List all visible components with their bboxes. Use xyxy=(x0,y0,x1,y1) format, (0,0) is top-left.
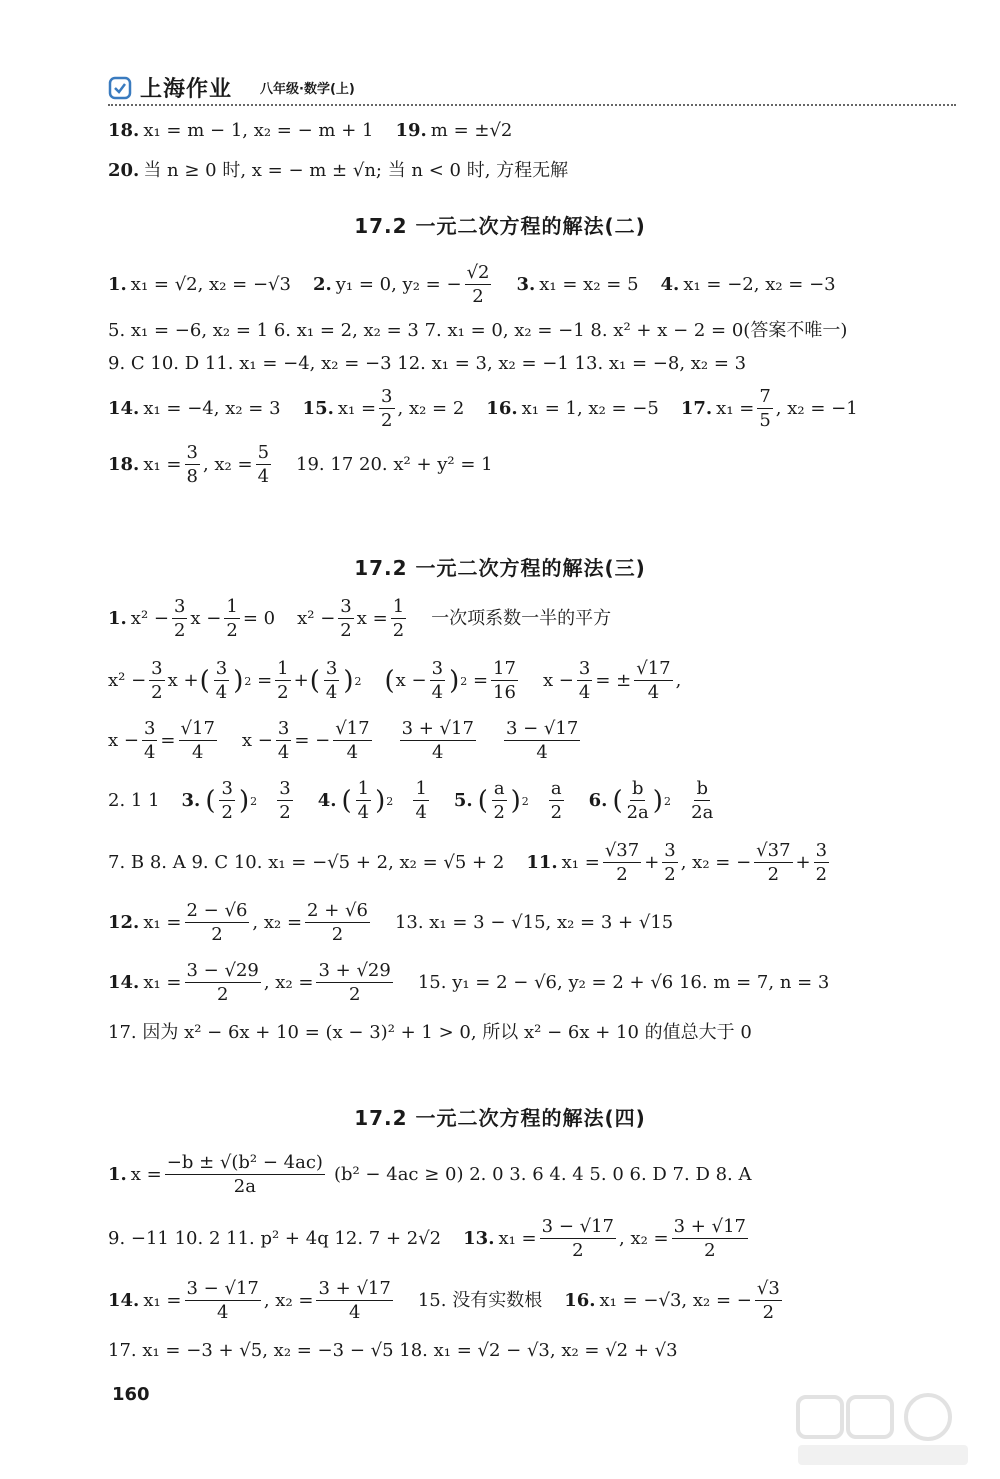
item-number: 20. xyxy=(108,160,140,181)
answer-line-20 xyxy=(108,162,568,180)
item-number: 19. xyxy=(395,120,427,141)
s3-row-2: x² − $\frac{3}{2}$ x + ( $\frac{3}{4}$ ) 2 = $\frac{1}{2}$ + ( $\frac{3}{4}$ ) 2 ( x − $\frac{3}{4}$ ) 2 = $\frac{17}{16}$ x − $\frac{3}{4}$ = ± $\frac{√17}{4}$ , xyxy=(108,658,682,703)
answer-line-18-19 xyxy=(108,122,512,140)
s3-row-7: 14. x₁ = $\frac{3 - √29}{2}$ , x₂ = $\frac{3 + √29}{2}$ 15. y₁ = 2 − √6, y₂ = 2 + √6 16. m = 7, n = 3 xyxy=(108,960,830,1005)
logo-icon xyxy=(108,76,132,100)
answer-text: 当 n ≥ 0 时, x = − m ± √n; 当 n < 0 时, 方程无解 xyxy=(143,160,569,181)
s4-row-4: 17. x₁ = −3 + √5, x₂ = −3 − √5 18. x₁ = √2 − √3, x₂ = √2 + √3 xyxy=(108,1340,678,1361)
method-note: 一次项系数一半的平方 xyxy=(431,608,612,629)
answer-text: m = ±√2 xyxy=(430,120,513,141)
section-title-4: 17.2 一元二次方程的解法(四) xyxy=(354,1106,646,1130)
s2-row-5-tail: 19. 17 20. x² + y² = 1 xyxy=(296,454,493,475)
item-number: 18. xyxy=(108,120,140,141)
watermark-logo xyxy=(788,1391,988,1471)
s2-row-1: 1. x₁ = √2, x₂ = −√3 2. y₁ = 0, y₂ = − $\frac{√2}{2}$ 3. x₁ = x₂ = 5 4. x₁ = −2, x₂ = −3 xyxy=(108,262,836,307)
s3-row-6: 12. x₁ = $\frac{2 - √6}{2}$ , x₂ = $\frac{2 + √6}{2}$ 13. x₁ = 3 − √15, x₂ = 3 + √15 xyxy=(108,900,674,945)
s3-row-4: 2. 1 1 3. ( $\frac{3}{2}$ ) 2 $\frac{3}{2}$ 4. ( $\frac{1}{4}$ ) 2 $\frac{1}{4}$ 5. ( $\frac{a}{2}$ ) 2 $\frac{a}{2}$ 6. ( $\frac{b}{2a}$ ) 2 $\frac{b}{2a}$ xyxy=(108,778,714,823)
s3-row-5: 7. B 8. A 9. C 10. x₁ = −√5 + 2, x₂ = √5 + 2 11. x₁ = $\frac{√37}{2}$ + $\frac{3}{2}$ , x₂ = − $\frac{√37}{2}$ + $\frac{3}{2}$ xyxy=(108,840,828,885)
answer-15: 15. 没有实数根 xyxy=(417,1290,543,1311)
s2-row-4: 14. x₁ = −4, x₂ = 3 15. x₁ = $\frac{3}{2}$ , x₂ = 2 16. x₁ = 1, x₂ = −5 17. x₁ = $\frac{7}{5}$ , x₂ = −1 xyxy=(108,386,858,431)
s4-row-2: 9. −11 10. 2 11. p² + 4q 12. 7 + 2√2 13. x₁ = $\frac{3 - √17}{2}$ , x₂ = $\frac{3 + √17}{2}$ xyxy=(108,1216,746,1261)
answers-2-8: (b² − 4ac ≥ 0) 2. 0 3. 6 4. 4 5. 0 6. D 7. D 8. A xyxy=(333,1164,752,1185)
header-rule xyxy=(108,104,956,106)
answer-2: 2. 1 1 xyxy=(108,790,160,811)
s2-row-5: 18. x₁ = $\frac{3}{8}$ , x₂ = $\frac{5}{4}$ 19. 17 20. x² + y² = 1 xyxy=(108,442,493,487)
book-subtitle: 八年级·数学(上) xyxy=(260,82,355,97)
section-title-3: 17.2 一元二次方程的解法(三) xyxy=(354,556,646,580)
brand-title: 上海作业 xyxy=(140,77,233,102)
answer-text: x₁ = m − 1, x₂ = − m + 1 xyxy=(143,120,374,141)
answers-15-16: 15. y₁ = 2 − √6, y₂ = 2 + √6 16. m = 7, n = 3 xyxy=(417,972,830,993)
s2-row-3: 9. C 10. D 11. x₁ = −4, x₂ = −3 12. x₁ = 3, x₂ = −1 13. x₁ = −8, x₂ = 3 xyxy=(108,353,747,374)
s3-row-8: 17. 因为 x² − 6x + 10 = (x − 3)² + 1 > 0, 所以 x² − 6x + 10 的值总大于 0 xyxy=(108,1022,752,1043)
s4-row-1: 1. x = $\frac{\text{−b ± √(b² − 4ac)}}{2a}$ (b² − 4ac ≥ 0) 2. 0 3. 6 4. 4 5. 0 6. D 7. D 8. A xyxy=(108,1152,752,1197)
page-number: 160 xyxy=(112,1384,150,1405)
s2-row-2: 5. x₁ = −6, x₂ = 1 6. x₁ = 2, x₂ = 3 7. x₁ = 0, x₂ = −1 8. x² + x − 2 = 0(答案不唯一) xyxy=(108,320,848,341)
answers-9-12: 9. −11 10. 2 11. p² + 4q 12. 7 + 2√2 xyxy=(108,1228,442,1249)
section-title-2: 17.2 一元二次方程的解法(二) xyxy=(354,214,646,238)
answers-7-10: 7. B 8. A 9. C 10. x₁ = −√5 + 2, x₂ = √5 + 2 xyxy=(108,852,505,873)
s3-row-1: 1. x² − $\frac{3}{2}$ x − $\frac{1}{2}$ = 0 x² − $\frac{3}{2}$ x = $\frac{1}{2}$ 一次项系数一半的平方 xyxy=(108,596,612,641)
header xyxy=(108,72,355,103)
s4-row-3: 14. x₁ = $\frac{3 - √17}{4}$ , x₂ = $\frac{3 + √17}{4}$ 15. 没有实数根 16. x₁ = −√3, x₂ = − $\frac{√3}{2}$ xyxy=(108,1278,780,1323)
s3-row-3: x − $\frac{3}{4}$ = $\frac{√17}{4}$ x − $\frac{3}{4}$ = − $\frac{√17}{4}$ $\frac{3 + √17}{4}$ $\frac{3 - √17}{4}$ xyxy=(108,718,579,763)
answer-13: 13. x₁ = 3 − √15, x₂ = 3 + √15 xyxy=(394,912,674,933)
